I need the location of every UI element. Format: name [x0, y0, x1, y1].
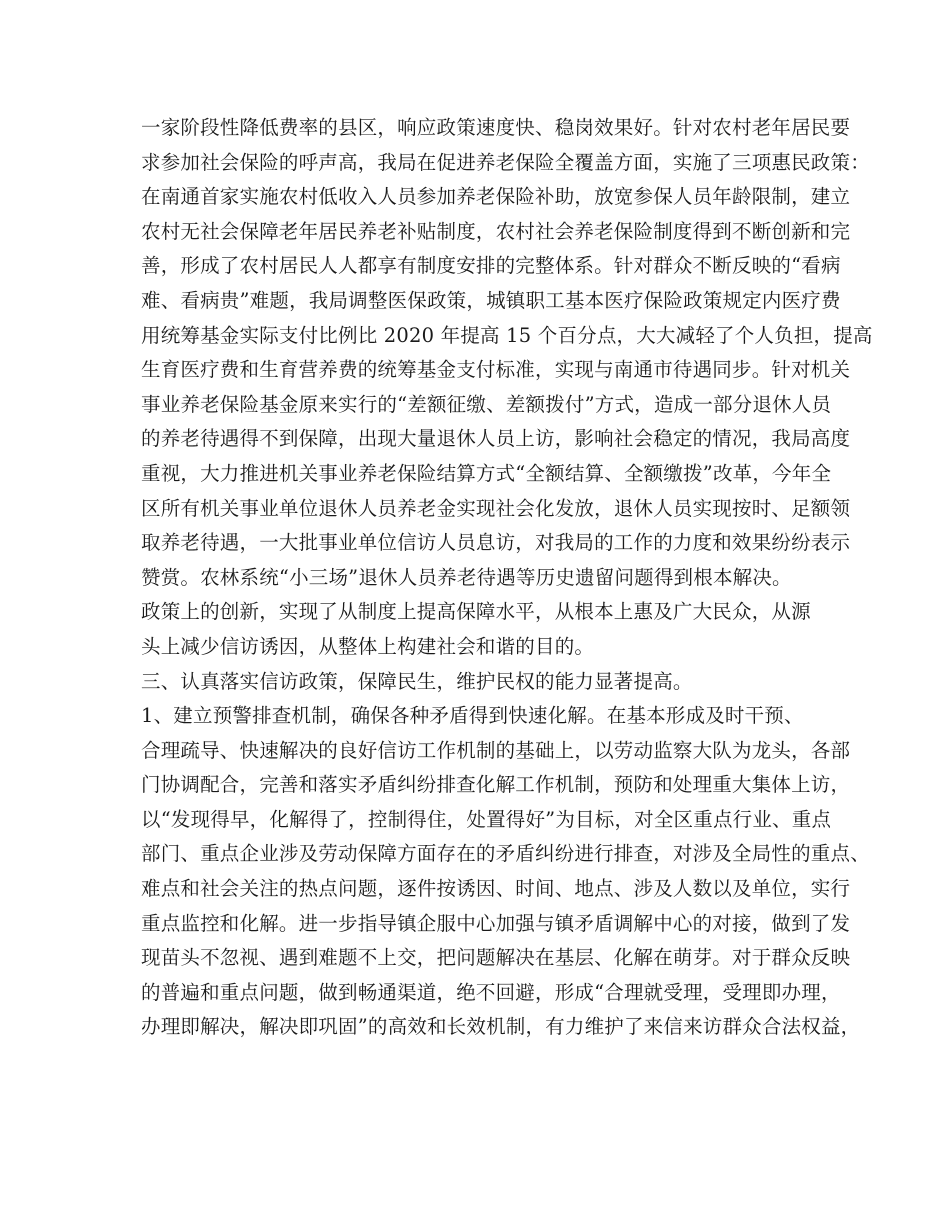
- document-body: [141, 111, 873, 1045]
- text-line: 善，形成了农村居民人人都享有制度安排的完整体系。针对群众不断反映的“看病: [141, 254, 841, 278]
- text-line: 难点和社会关注的热点问题，逐件按诱因、时间、地点、涉及人数以及单位，实行: [141, 877, 851, 901]
- text-line: 重视，大力推进机关事业养老保险结算方式“全额结算、全额缴拨”改革，今年全: [141, 461, 832, 485]
- text-line: 区所有机关事业单位退休人员养老金实现社会化发放，退休人员实现按时、足额领: [141, 496, 851, 520]
- text-line: 用统筹基金实际支付比例比 2020 年提高 15 个百分点，大大减轻了个人负担，提高: [141, 323, 873, 347]
- text-line: 难、看病贵”难题，我局调整医保政策，城镇职工基本医疗保险政策规定内医疗费: [141, 288, 841, 312]
- text-line: 取养老待遇，一大批事业单位信访人员息访，对我局的工作的力度和效果纷纷表示: [141, 531, 851, 555]
- text-line: 门协调配合，完善和落实矛盾纠纷排查化解工作机制，预防和处理重大集体上访，: [141, 773, 851, 797]
- section-heading: 三、认真落实信访政策，保障民生，维护民权的能力显著提高。: [141, 669, 693, 693]
- text-line: 部门、重点企业涉及劳动保障方面存在的矛盾纠纷进行排查，对涉及全局性的重点、: [141, 842, 870, 866]
- text-line: 赞赏。农林系统“小三场”退休人员养老待遇等历史遗留问题得到根本解决。: [141, 565, 792, 589]
- text-line: 的养老待遇得不到保障，出现大量退休人员上访，影响社会稳定的情况，我局高度: [141, 427, 851, 451]
- text-line: 头上减少信访诱因，从整体上构建社会和谐的目的。: [141, 634, 595, 658]
- text-line: 合理疏导、快速解决的良好信访工作机制的基础上，以劳动监察大队为龙头，各部: [141, 738, 851, 762]
- text-line: 以“发现得早，化解得了，控制得住，处置得好”为目标，对全区重点行业、重点: [141, 807, 832, 831]
- text-line: 重点监控和化解。进一步指导镇企服中心加强与镇矛盾调解中心的对接，做到了发: [141, 911, 851, 935]
- paragraph-start-line: 政策上的创新，实现了从制度上提高保障水平，从根本上惠及广大民众，从源: [141, 600, 811, 624]
- text-line: 现苗头不忽视、遇到难题不上交，把问题解决在基层、化解在萌芽。对于群众反映: [141, 946, 851, 970]
- text-line: 生育医疗费和生育营养费的统筹基金支付标准，实现与南通市待遇同步。针对机关: [141, 358, 851, 382]
- paragraph-start-line: 1、建立预警排查机制，确保各种矛盾得到快速化解。在基本形成及时干预、: [141, 704, 804, 728]
- text-line: 农村无社会保障老年居民养老补贴制度，农村社会养老保险制度得到不断创新和完: [141, 219, 851, 243]
- text-line: 求参加社会保险的呼声高，我局在促进养老保险全覆盖方面，实施了三项惠民政策：: [141, 150, 870, 174]
- text-line: 的普遍和重点问题，做到畅通渠道，绝不回避，形成“合理就受理，受理即办理，: [141, 980, 841, 1004]
- text-line: 事业养老保险基金原来实行的“差额征缴、差额拨付”方式，造成一部分退休人员: [141, 392, 832, 416]
- text-line: 在南通首家实施农村低收入人员参加养老保险补助，放宽参保人员年龄限制，建立: [141, 185, 851, 209]
- text-line: 办理即解决，解决即巩固”的高效和长效机制，有力维护了来信来访群众合法权益，: [141, 1015, 861, 1039]
- text-line: 一家阶段性降低费率的县区，响应政策速度快、稳岗效果好。针对农村老年居民要: [141, 116, 851, 139]
